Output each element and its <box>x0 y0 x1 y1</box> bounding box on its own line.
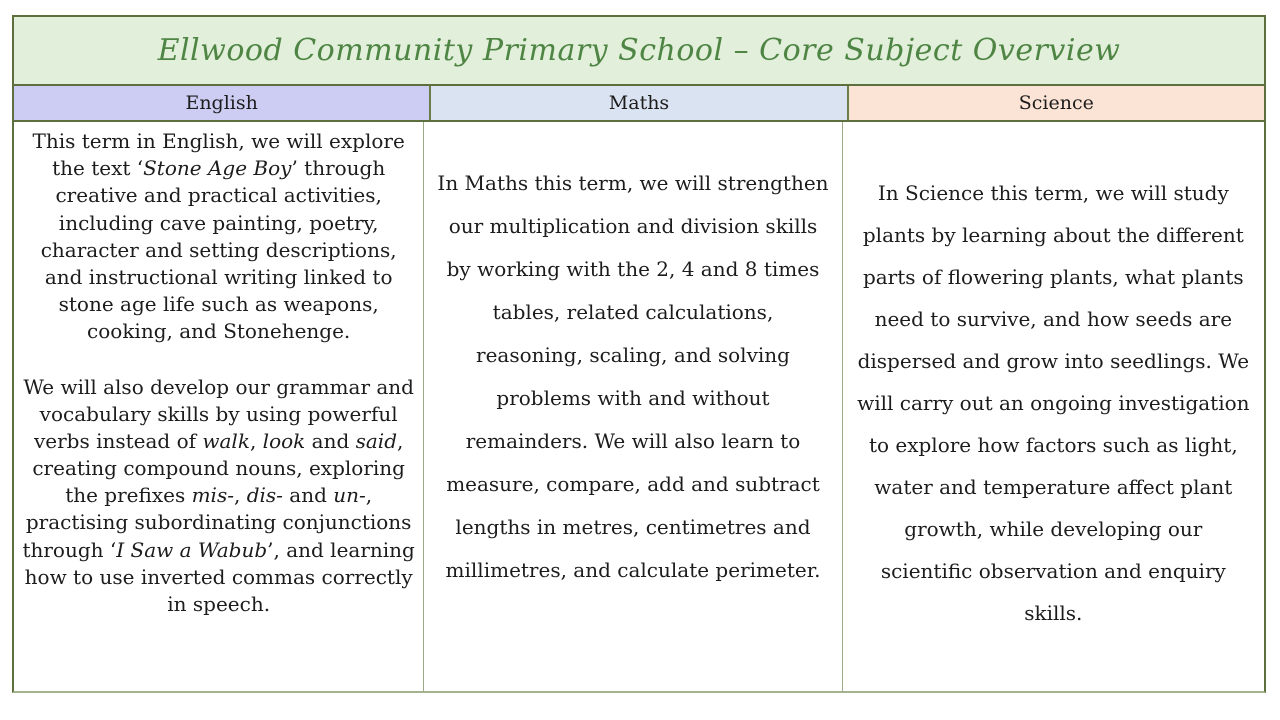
text-segment: , creating compound nouns, exploring the prefixes <box>32 428 405 508</box>
header-row <box>14 86 1264 122</box>
column-body-maths <box>423 122 841 691</box>
subject-overview-table <box>12 15 1266 693</box>
body-row <box>14 122 1264 691</box>
science-paragraph <box>857 172 1250 634</box>
text-segment: , <box>249 428 263 453</box>
text-segment: This term in English, we will explore the text ‘ <box>32 129 405 181</box>
emphasized-text: mis- <box>191 483 234 508</box>
english-paragraph <box>22 128 415 346</box>
emphasized-text: dis- <box>246 483 283 508</box>
text-segment: We will also develop our grammar and vocabulary skills by using powerful verbs instead of <box>23 374 414 453</box>
emphasized-text: un- <box>333 483 366 508</box>
text-segment: and <box>282 483 334 508</box>
maths-paragraph <box>436 162 829 592</box>
column-header-maths: Maths <box>429 86 846 120</box>
emphasized-text: I Saw a Wabub <box>116 537 268 562</box>
emphasized-text: look <box>262 428 306 453</box>
text-segment: ’, and learning how to use inverted commas correctly in speech. <box>24 537 415 616</box>
text-segment: ’ through creative and practical activities, including cave painting, poetry, character and setting descriptions, and instructional writing linked to stone age life such as weapons, cooking, and Stonehenge. <box>40 156 397 344</box>
column-header-english: English <box>14 86 429 120</box>
english-paragraph <box>22 374 415 619</box>
column-body-science <box>842 122 1264 691</box>
emphasized-text: walk <box>202 428 250 453</box>
emphasized-text: said <box>355 428 397 453</box>
column-header-science: Science <box>847 86 1264 120</box>
text-segment: and <box>305 428 356 453</box>
emphasized-text: Stone Age Boy <box>143 156 292 181</box>
text-segment: In Maths this term, we will strengthen our multiplication and division skills by working with the 2, 4 and 8 times tables, related calculations, reasoning, scaling, and solving problems with and without remainders. We will also learn to measure, compare, add and subtract lengths in metres, centimetres and millimetres, and calculate perimeter. <box>437 171 829 582</box>
text-segment: In Science this term, we will study plants by learning about the different parts of flowering plants, what plants need to survive, and how seeds are dispersed and grow into seedlings. We will carry out an ongoing investigation to explore how factors such as light, water and temperature affect plant growth, while developing our scientific observation and enquiry skills. <box>857 181 1250 625</box>
document-title: Ellwood Community Primary School – Core Subject Overview <box>14 17 1264 86</box>
text-segment: , <box>233 483 247 508</box>
column-body-english <box>14 122 423 691</box>
text-segment: , practising subordinating conjunctions through ‘ <box>22 483 412 562</box>
